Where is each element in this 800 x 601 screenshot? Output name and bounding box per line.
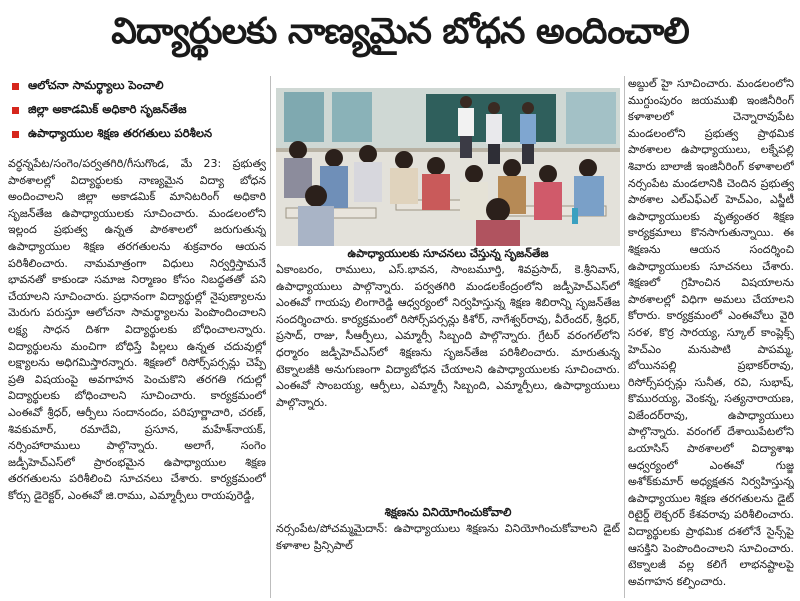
highlight-item	[8, 74, 270, 98]
article-body-text: ఏకాంబరం, రాములు, ఎస్.భావన, సాంబమూర్తి, శివప్రసాద్, కె.శ్రీనివాస్, ఉపాధ్యాయులు పాల్గొన్నారు. పర్వతగిరి మండలకేంద్రంలోని జడ్పీహెచ్‌ఎస్‌లో ఎంఈవో గాయపు లింగారెడ్డి ఆధ్వర్యంలో నిర్వహిస్తున్న శిక్షణ శిబిరాన్ని సృజన్‌తేజ సందర్శించారు. కార్యక్రమంలో రిసోర్స్‌పర్సన్లు కిశోర్, నాగేశ్వర్‌రావు, వీరేందర్, శ్రీధర్, ప్రసాద్, రాజు, సీఆర్పీలు, ఎమ్మార్సీ సిబ్బంది పాల్గొన్నారు. గ్రేటర్ వరంగల్‌లోని ధర్మారం జడ్పీహెచ్‌ఎస్‌లో శిక్షణను సృజన్‌తేజ పరిశీలించారు. మారుతున్న టెక్నాలజీకి అనుగుణంగా విద్యాబోధన చేయాలని ఉపాధ్యాయులకు సూచించారు. ఎంఈవో సాంబయ్య, ఆర్పీలు, ఎమ్మార్సీ సిబ్బంది, ఎమ్మార్పీలు, ఉపాధ్యాయులు పాల్గొన్నారు.	[276, 263, 620, 409]
headline: విద్యార్థులకు నాణ్యమైన బోధన అందించాలి	[111, 11, 689, 52]
bullet-square-icon	[12, 83, 19, 90]
article-column-4	[628, 76, 794, 596]
highlight-text: జిల్లా అకాడమిక్ అధికారి సృజన్‌తేజ	[28, 101, 187, 116]
article-body-text: నర్సంపేట/పోచమ్మమైదాన్: ఉపాధ్యాయులు శిక్షణను వినియోగించుకోవాలని డైట్ కళాశాల ప్రిన్సిపాల్	[276, 522, 620, 552]
column-divider	[624, 76, 625, 598]
article-body-text: వర్ధన్నపేట/సంగెం/పర్వతగిరి/గీసుగొండ, మే 23: ప్రభుత్వ పాఠశాలల్లో విద్యార్థులకు నాణ్యమైన విద్యా బోధన అందించాలని జిల్లా అకాడమిక్ మానిటరింగ్ అధికారి సృజన్‌తేజ ఉపాధ్యాయులకు సూచించారు. మండలంలోని ఇల్లంద ప్రభుత్వ ఉన్నత పాఠశాలలో జరుగుతున్న ఉపాధ్యాయుల శిక్షణ తరగతులను శుక్రవారం ఆయన పరిశీలించారు. నామమాత్రంగా విధులు నిర్వర్తిస్తామనే భావనతో కాకుండా సమాజ నిర్మాణం కోసం నిబద్ధతతో పని చేయాలని సూచించారు. ప్రధానంగా విద్యార్థుల్లో నైపుణ్యాలను మెరుగు పరుస్తూ ఆలోచనా సామర్థ్యాలను పెంపొందించాలని లక్ష్య సాధన దిశగా విద్యార్థులకు బోధించాలన్నారు. విద్యార్థులను మంచిగా బోధిస్తే పిల్లలు ఉన్నత చదువుల్లో లక్ష్యాలను అధిగమిస్తారన్నారు. శిక్షణలో రిసోర్స్‌పర్సన్లు చెప్పే ప్రతి విషయంపై అవగాహన పెంచుకొని తరగతి గదుల్లో విద్యార్థులకు బోధించాలని సూచించారు. కార్యక్రమంలో ఎంఈవో శ్రీధర్, ఆర్పీలు సందానందం, పరిపూర్ణాచారి, చరణ్, శివకుమార్, రమాదేవి, ప్రసూన, మహేశ్‌నాయక్, నర్సింహారాములు పాల్గొన్నారు. అలాగే, సంగెం జడ్పీహెచ్‌ఎస్‌లో ప్రారంభమైన ఉపాధ్యాయుల శిక్షణ తరగతులను పరిశీలించి సూచనలు చేశారు. కార్యక్రమంలో కోర్సు డైరెక్టర్, ఎంఈవో జి.రాము, ఎమ్మార్పీలు రాయపురెడ్డి,	[8, 157, 266, 502]
article-column-2	[276, 262, 620, 502]
photo-caption: ఉపాధ్యాయులకు సూచనలు చేస్తున్న సృజన్‌తేజ	[347, 247, 549, 260]
news-photo	[276, 88, 620, 246]
highlight-item	[8, 98, 270, 122]
highlight-text: ఉపాధ్యాయుల శిక్షణ తరగతులు పరిశీలన	[28, 125, 213, 140]
column-divider	[270, 76, 271, 598]
article-column-1	[8, 156, 266, 596]
highlight-text: ఆలోచనా సామర్థ్యాలు పెంచాలి	[28, 77, 164, 92]
bullet-square-icon	[12, 107, 19, 114]
article-column-3	[276, 521, 620, 597]
highlights-list	[8, 74, 270, 146]
bullet-square-icon	[12, 131, 19, 138]
section-subheading: శిక్షణను వినియోగించుకోవాలి	[384, 505, 512, 519]
article-body-text: అబ్దుల్ హై సూచించారు. మండలంలోని ముగ్దుంపురం జయముఖి ఇంజినీరింగ్ కళాశాలలో చెన్నారావుపేట మండలంలోని ప్రభుత్వ ప్రాథమిక పాఠశాలల ఉపాధ్యాయులు, లక్నేపల్లి శివారు బాలాజీ ఇంజినీరింగ్ కళాశాలలో నర్సంపేట మండలానికి చెందిన ప్రభుత్వ పాఠశాల ఎల్‌ఎఫ్‌ఎల్ హెచ్‌ఎం, ఎస్జీటీ ఉపాధ్యాయులకు వృత్యంతర శిక్షణ కార్యక్రమాలు కొనసాగుతున్నాయి. ఈ శిక్షణను ఆయన సందర్శించి ఉపాధ్యాయులకు సూచనలు చేశారు. శిక్షణలో గ్రహించిన విషయాలను పాఠశాలల్లో విధిగా అమలు చేయాలని కోరారు. కార్యక్రమంలో ఎంఈవోలు వైరి సరళ, కొర్ర సారయ్య, స్కూల్ కాంప్లెక్స్ హెచ్‌ఎం మనుపాటి పాపమ్మ, బోయినపల్లి ప్రభాకర్‌రావు, రిసోర్స్‌పర్సన్లు సునీత, రవి, సుభాష్, కొమురయ్య, వెంకన్న, సత్యనారాయణ, విజేందర్‌రావు, ఉపాధ్యాయులు పాల్గొన్నారు. వరంగల్ దేశాయిపేటలోని ఒయాసిస్ పాఠశాలలో విద్యాశాఖ ఆధ్వర్యంలో ఎంఈవో గుజ్జ అశోక్‌కుమార్ అధ్యక్షతన నిర్వహిస్తున్న ఉపాధ్యాయుల శిక్షణ తరగతులను డైట్ రిటైర్డ్ లెక్చరర్ కేశవరావు పరిశీలించారు. విద్యార్థులకు ప్రాథమిక దశలోనే సైన్స్‌పై ఆసక్తిని పెంపొందించాలని సూచించారు. టెక్నాలజీ వల్ల కలిగే లాభనష్టాలపై అవగాహన కల్పించారు.	[628, 77, 794, 588]
highlight-item	[8, 122, 270, 146]
